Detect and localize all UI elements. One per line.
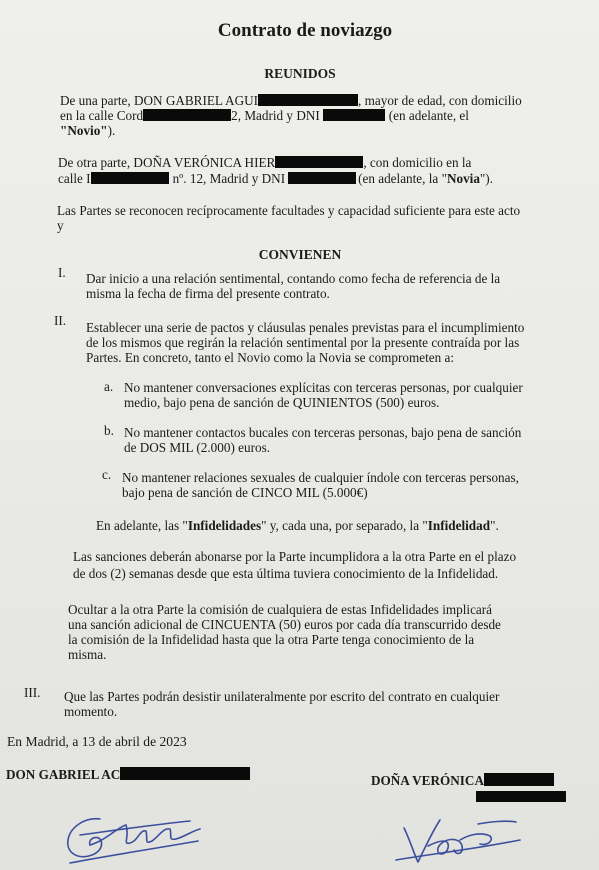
redaction-bar bbox=[258, 94, 358, 106]
clause-I-line2: misma la fecha de firma del presente contrato. bbox=[86, 286, 330, 301]
signature-novio bbox=[60, 805, 210, 870]
item-b-line1: No mantener contactos bucales con terceras personas, bajo pena de sanción bbox=[124, 425, 522, 440]
signatory-novia: DOÑA VERÓNICA bbox=[371, 773, 554, 788]
item-a-line2: medio, bajo pena de sanción de QUINIENTOS (500) euros. bbox=[124, 395, 440, 410]
item-a-letter: a. bbox=[104, 379, 114, 394]
redaction-bar bbox=[323, 109, 385, 121]
clause-III-line1: Que las Partes podrán desistir unilateralmente por escrito del contrato en cualquier bbox=[64, 689, 500, 704]
convienen-heading: CONVIENEN bbox=[258, 247, 342, 262]
party2-line2: calle I nº. 12, Madrid y DNI (en adelante, la "Novia"). bbox=[58, 171, 493, 186]
redaction-bar bbox=[484, 773, 554, 786]
concealment-line3: la comisión de la Infidelidad hasta que la otra Parte tenga conocimiento de la bbox=[68, 632, 475, 647]
infidelity-definition: En adelante, las "Infidelidades" y, cada una, por separado, la "Infidelidad". bbox=[96, 518, 499, 533]
sanctions-line1: Las sanciones deberán abonarse por la Parte incumplidora a la otra Parte en el plazo bbox=[73, 549, 517, 564]
reunidos-heading: REUNIDOS bbox=[264, 66, 336, 81]
concealment-line1: Ocultar a la otra Parte la comisión de cualquiera de estas Infidelidades implicará bbox=[68, 602, 493, 617]
item-c-letter: c. bbox=[102, 467, 112, 482]
clause-II-line1: Establecer una serie de pactos y cláusulas penales previstas para el incumplimiento bbox=[86, 320, 525, 335]
item-b-line2: de DOS MIL (2.000) euros. bbox=[124, 440, 271, 455]
clause-II-line2: de los mismos que regirán la relación sentimental por la presente contraída por las bbox=[86, 335, 520, 350]
redaction-bar bbox=[476, 791, 566, 802]
clause-I-line1: Dar inicio a una relación sentimental, contando como fecha de referencia de la bbox=[86, 271, 501, 286]
signature-novia bbox=[390, 810, 530, 870]
redaction-bar bbox=[120, 767, 250, 780]
concealment-line2: una sanción adicional de CINCUENTA (50) euros por cada día transcurrido desde bbox=[68, 617, 501, 632]
redaction-bar bbox=[143, 109, 231, 121]
clause-III-line2: momento. bbox=[64, 704, 118, 719]
party1-line3: "Novio"). bbox=[60, 123, 116, 138]
signatory-novio: DON GABRIEL AC bbox=[6, 767, 250, 782]
item-a-line1: No mantener conversaciones explícitas con terceras personas, por cualquier bbox=[124, 380, 523, 395]
party2-line1: De otra parte, DOÑA VERÓNICA HIER , con domicilio en la bbox=[58, 155, 472, 170]
item-b-letter: b. bbox=[104, 423, 114, 438]
signing-date: En Madrid, a 13 de abril de 2023 bbox=[7, 734, 187, 749]
redaction-bar bbox=[275, 156, 363, 168]
clause-III-number: III. bbox=[24, 685, 41, 700]
party1-line2: en la calle Cord 2, Madrid y DNI (en adelante, el bbox=[60, 108, 469, 123]
clause-II-line3: Partes. En concreto, tanto el Novio como la Novia se comprometen a: bbox=[86, 350, 455, 365]
sanctions-line2: de dos (2) semanas desde que esta última tuviera conocimiento de la Infidelidad. bbox=[73, 566, 499, 581]
redaction-bar bbox=[288, 172, 356, 184]
capacity-line2: y bbox=[57, 218, 64, 233]
item-c-line1: No mantener relaciones sexuales de cualquier índole con terceras personas, bbox=[122, 470, 519, 485]
concealment-line4: misma. bbox=[68, 647, 107, 662]
clause-I-number: I. bbox=[58, 265, 66, 280]
party1-line1: De una parte, DON GABRIEL AGUI , mayor de edad, con domicilio bbox=[60, 93, 522, 108]
capacity-line1: Las Partes se reconocen recíprocamente facultades y capacidad suficiente para este acto bbox=[57, 203, 521, 218]
clause-II-number: II. bbox=[54, 313, 67, 328]
redaction-bar bbox=[91, 172, 169, 184]
item-c-line2: bajo pena de sanción de CINCO MIL (5.000€) bbox=[122, 485, 368, 500]
document-title: Contrato de noviazgo bbox=[217, 20, 393, 41]
